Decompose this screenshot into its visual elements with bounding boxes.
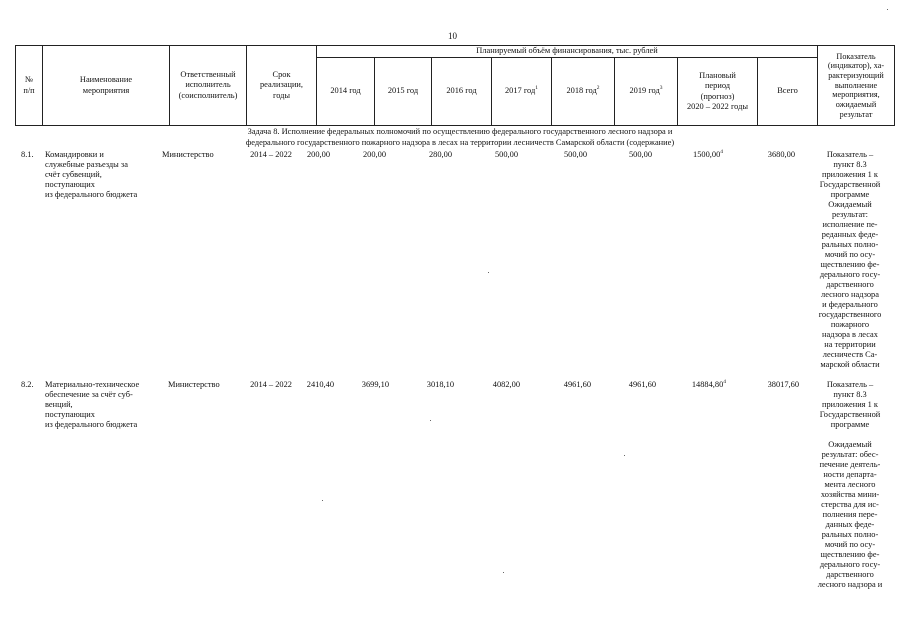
scan-speck [322,500,323,501]
value-2014: 200,00 [306,150,330,159]
row-num: 8.1. [21,150,34,159]
value-2018: 500,00 [563,150,587,159]
row-executor: Министерство [168,380,220,389]
value-2016: 3018,10 [426,380,454,389]
value-2015: 200,00 [362,150,386,159]
value-2017: 500,00 [494,150,518,159]
value-2014: 2410,40 [306,380,334,389]
value-total: 38017,60 [767,380,799,389]
value-2017: 4082,00 [492,380,520,389]
table-row [0,150,905,380]
page-number: 10 [448,31,457,41]
row-term: 2014 – 2022 [250,150,292,159]
header-year-2018: 2018 год$^2$ [552,58,615,126]
value-2016: 280,00 [428,150,452,159]
row-name: Материально-техническое обеспечение за счёт суб- венций, поступающих из федерального бюджета [45,380,140,430]
value-2018: 4961,60 [563,380,591,389]
header-term: Срок реализации, годы [247,46,317,126]
value-plan: 14884,80$^4$ [691,379,726,389]
table-row [0,380,905,640]
header-year-2015: 2015 год [375,58,432,126]
row-indicator: Показатель – пункт 8.3 приложения 1 к Государственной программе Ожидаемый результат: исполнение пе- реданных феде- ральных полно- мочий по осу- ществлению фе- дерального госу- дарственного лесного надзора и федерального государственного пожарного надзора в лесах на территории лесничеств Са- марской области [818,150,882,369]
row-name: Командировки и служебные разъезды за счёт субвенций, поступающих из федерального бюджета [45,150,138,200]
header-plan-period: Плановый период (прогноз) 2020 – 2022 годы [678,58,758,126]
scan-speck [430,420,431,421]
header-num: № п/п [16,46,43,126]
scan-speck [624,455,625,456]
value-2019: 4961,60 [628,380,656,389]
task-heading: Задача 8. Исполнение федеральных полномочий по осуществлению федерального государственного лесного надзора и федерального государственного пожарного надзора в лесах на территории лесничеств Самарской области (содержание) [245,127,675,147]
value-2019: 500,00 [628,150,652,159]
row-executor: Министерство [162,150,214,159]
scan-speck [503,572,504,573]
header-year-2014: 2014 год [317,58,375,126]
scan-speck [488,272,489,273]
header-name: Наименование мероприятия [43,46,170,126]
header-year-2019: 2019 год$^3$ [615,58,678,126]
row-indicator: Показатель – пункт 8.3 приложения 1 к Государственной программе Ожидаемый результат: обес- печение деятель- ности департа- мента лесного хозяйства мини- стерства для ис- полнения пере- данных феде- ральных полно- мочий по осу- ществлению фе- дерального госу- дарственного лесного надзора и [817,380,883,589]
row-term: 2014 – 2022 [250,380,292,389]
row-num: 8.2. [21,380,34,389]
value-total: 3680,00 [767,150,795,159]
value-2015: 3699,10 [361,380,389,389]
header-executor: Ответственный исполнитель (соисполнитель) [170,46,247,126]
value-plan: 1500,00$^4$ [693,149,723,159]
header-financing: Планируемый объём финансирования, тыс. рублей [317,46,818,58]
header-year-2016: 2016 год [432,58,492,126]
header-year-2017: 2017 год$^1$ [492,58,552,126]
financing-table-header [15,45,895,126]
header-total: Всего [758,58,818,126]
header-indicator: Показатель (индикатор), ха- рактеризующий выполнение мероприятия, ожидаемый результат [818,46,895,126]
scan-speck [887,9,888,10]
